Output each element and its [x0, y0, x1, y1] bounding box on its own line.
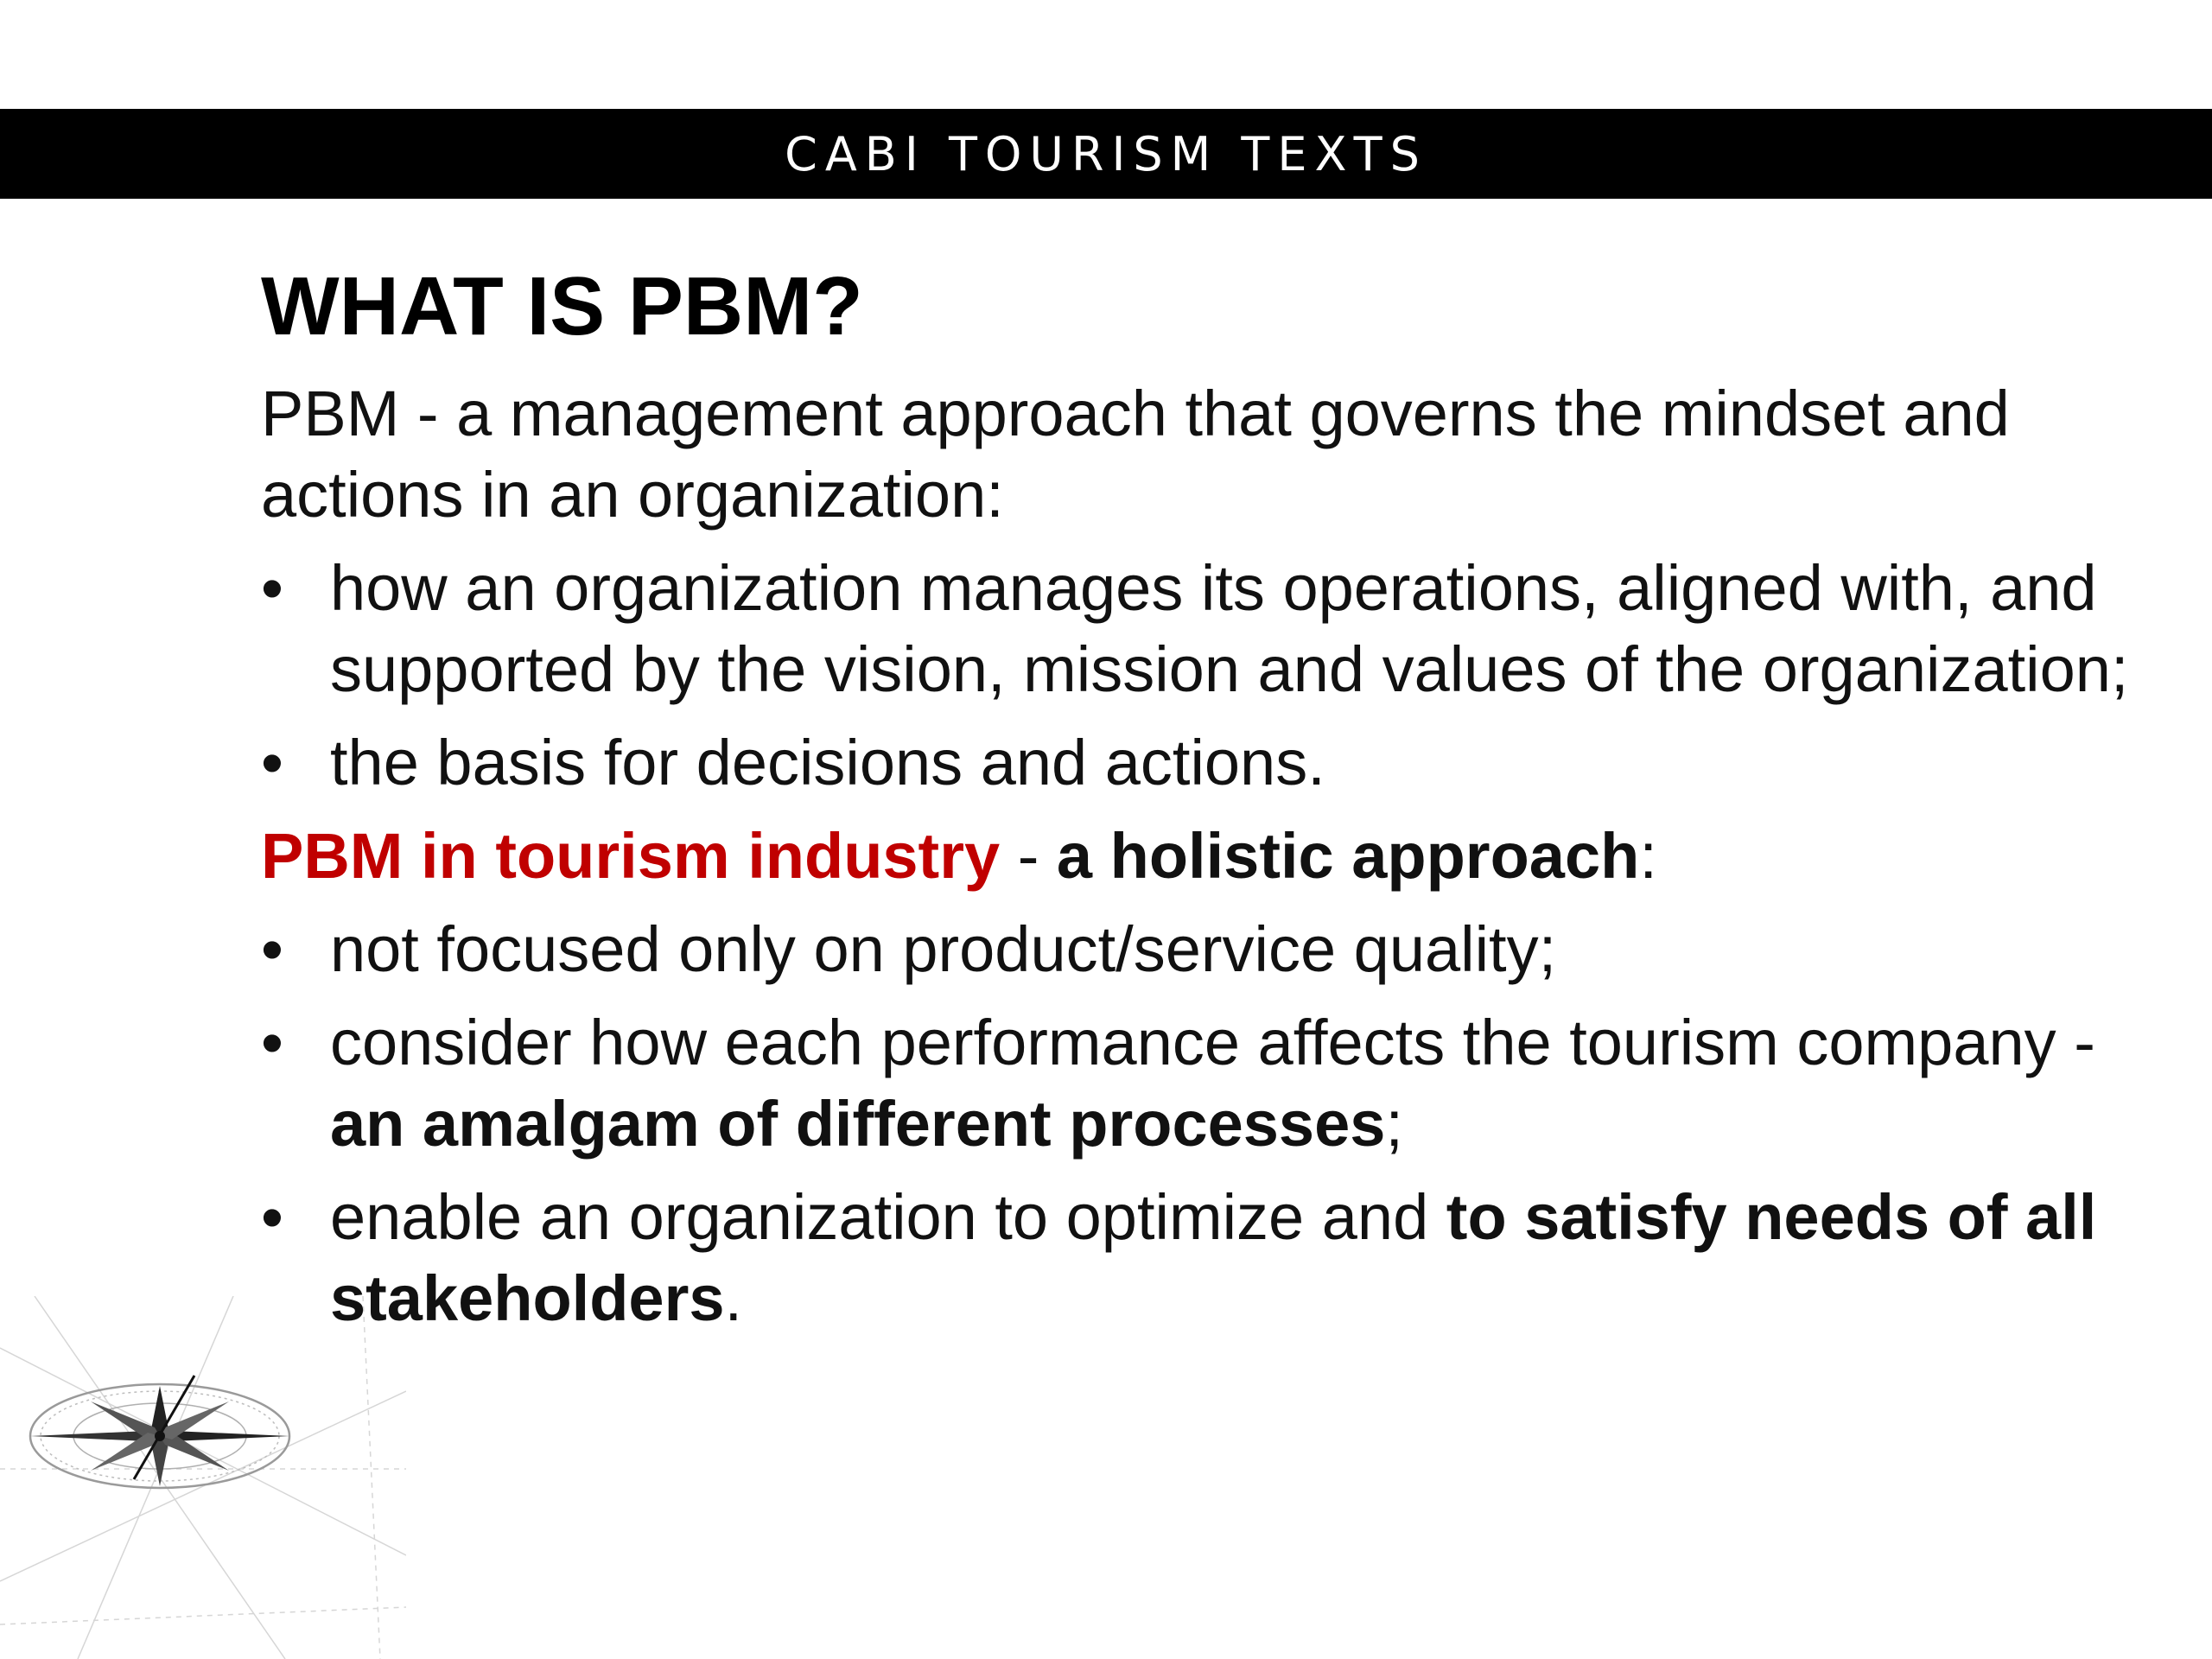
subheading-separator: -	[1000, 820, 1057, 893]
bullet-dot: •	[261, 552, 283, 625]
list-item: • not focused only on product/service quality;	[261, 909, 2145, 990]
list-item: • how an organization manages its operations, aligned with, and supported by the vision, mission and values of the organization;	[261, 548, 2145, 710]
bullet-dot: •	[261, 727, 283, 799]
subheading-highlight: PBM in tourism industry	[261, 820, 1001, 893]
bullet-dot: •	[261, 1007, 283, 1079]
bullet-list-1	[261, 548, 2145, 804]
bullet-dot: •	[261, 1181, 283, 1254]
bullet-list-2	[261, 909, 2145, 1339]
bullet-dot: •	[261, 913, 283, 986]
header-banner	[0, 109, 2212, 199]
slide-content	[261, 259, 2145, 1351]
intro-paragraph: PBM - a management approach that governs the mindset and actions in an organization:	[261, 378, 2010, 531]
subheading	[261, 816, 2145, 897]
subheading-end: :	[1639, 820, 1657, 893]
subheading-bold: a holistic approach	[1056, 820, 1640, 893]
list-item: • consider how each performance affects the tourism company - an amalgam of different processes;	[261, 1002, 2145, 1165]
list-item: • the basis for decisions and actions.	[261, 722, 2145, 804]
list-item: • enable an organization to optimize and to satisfy needs of all stakeholders.	[261, 1177, 2145, 1339]
slide-title: WHAT IS PBM?	[261, 260, 863, 353]
banner-title: CABI TOURISM TEXTS	[785, 126, 1427, 181]
